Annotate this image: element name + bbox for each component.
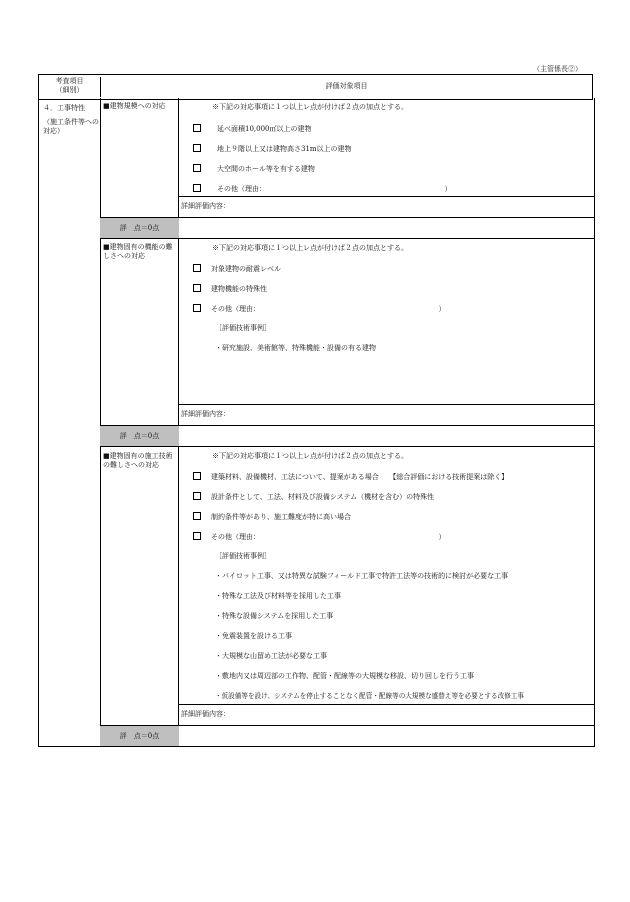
section-3-detail[interactable] xyxy=(179,704,594,725)
checkbox-icon xyxy=(193,492,201,500)
section-2-check-2[interactable] xyxy=(193,284,267,294)
check-label: 設計条件として、工法、材料及び設備システム（機材を含む）の特殊性 xyxy=(211,493,435,501)
checkbox-icon xyxy=(193,164,201,172)
check-label: その他（理由： ） xyxy=(211,305,446,313)
section-3-example-4: ・免震装置を設ける工事 xyxy=(215,632,292,640)
section-3-example-7: ・仮設備等を設け、システムを停止することなく配管・配線等の大規模な盛替え等を必要とする改修工事 xyxy=(215,692,524,700)
section-1-score: 評 点＝0点 xyxy=(100,217,179,238)
checkbox-icon xyxy=(193,512,201,520)
section-1-label: ■建物規模への対応 xyxy=(103,102,166,110)
detail-label: 詳細評価内容： xyxy=(181,410,230,418)
section-3-example-1: ・パイロット工事、又は特異な試験フィールド工事で特許工法等の技術的に検討が必要な工事 xyxy=(215,572,509,580)
section-3-example-title: ［評価技術事例］ xyxy=(215,552,271,560)
category-sub: （施工条件等への対応） xyxy=(43,118,99,135)
section-3-check-1[interactable] xyxy=(193,472,508,482)
section-1-note: ※下記の対応事項に１つ以上レ点が付けば２点の加点とする。 xyxy=(212,103,408,111)
section-3-example-2: ・特殊な工法及び材料等を採用した工事 xyxy=(215,592,341,600)
section-1 xyxy=(100,98,594,239)
section-1-check-2[interactable] xyxy=(193,144,352,154)
checkbox-icon xyxy=(193,124,201,132)
checkbox-icon xyxy=(193,532,201,540)
section-3-note: ※下記の対応事項に１つ以上レ点が付けば２点の加点とする。 xyxy=(212,452,408,460)
section-3 xyxy=(100,446,594,746)
category-title: ４．工事特性 xyxy=(43,104,85,112)
section-3-example-3: ・特殊な設備システムを採用した工事 xyxy=(215,612,334,620)
section-3-example-5: ・大規模な山留め工法が必要な工事 xyxy=(215,652,327,660)
section-3-score: 評 点＝0点 xyxy=(100,725,179,746)
section-2-note: ※下記の対応事項に１つ以上レ点が付けば２点の加点とする。 xyxy=(212,244,408,252)
header-col2: 評価対象項目 xyxy=(325,82,368,90)
check-label: その他（理由： ） xyxy=(211,533,446,541)
section-2-label: ■建物固有の機能の難しさへの対応 xyxy=(103,243,173,260)
section-2-check-1[interactable] xyxy=(193,264,281,274)
checkbox-icon xyxy=(193,284,201,292)
check-label: 建築材料、設備機材、工法について、提案がある場合 【総合評価における技術提案は除く】 xyxy=(211,473,509,481)
section-3-check-2[interactable] xyxy=(193,492,434,502)
section-3-label: ■建物固有の施工技術の難しさへの対応 xyxy=(103,452,173,469)
check-label: 大空間のホール等を有する建物 xyxy=(217,165,315,173)
check-label: 地上９階以上又は建物高さ31m以上の建物 xyxy=(217,145,352,153)
checkbox-icon xyxy=(193,472,201,480)
page-tag: （主管係長②） xyxy=(533,65,582,73)
check-label: 制約条件等があり、施工難度が特に高い場合 xyxy=(211,513,351,521)
table-header xyxy=(38,74,593,100)
section-1-check-1[interactable] xyxy=(193,124,312,134)
header-col1: 考査項目 （細別） xyxy=(39,77,101,97)
section-3-example-6: ・敷地内又は周辺部の工作物、配管・配線等の大規模な移設、切り回しを行う工事 xyxy=(215,672,474,680)
checkbox-icon xyxy=(193,184,201,192)
detail-label: 詳細評価内容： xyxy=(181,710,230,718)
section-3-check-3[interactable] xyxy=(193,512,351,522)
check-label: 建物機能の特殊性 xyxy=(211,285,267,293)
section-2 xyxy=(100,238,594,447)
section-2-score: 評 点＝0点 xyxy=(100,425,179,446)
check-label: 対象建物の耐震レベル xyxy=(211,265,281,273)
section-1-check-3[interactable] xyxy=(193,164,315,174)
section-2-example-1: ・研究施設、美術館等、特殊機能・設備の有る建物 xyxy=(215,344,376,352)
section-2-detail[interactable] xyxy=(179,404,594,425)
checkbox-icon xyxy=(193,264,201,272)
evaluation-table xyxy=(38,98,595,747)
checkbox-icon xyxy=(193,304,201,312)
section-2-check-3[interactable] xyxy=(193,304,446,314)
category-column xyxy=(39,98,101,746)
check-label: その他（理由： ） xyxy=(217,185,452,193)
section-3-check-4[interactable] xyxy=(193,532,446,542)
check-label: 延べ面積10,000㎡以上の建物 xyxy=(217,125,312,133)
checkbox-icon xyxy=(193,144,201,152)
section-1-check-4[interactable] xyxy=(193,184,452,194)
detail-label: 詳細評価内容： xyxy=(181,202,230,210)
section-2-example-title: ［評価技術事例］ xyxy=(215,324,271,332)
section-1-detail[interactable] xyxy=(179,196,594,217)
